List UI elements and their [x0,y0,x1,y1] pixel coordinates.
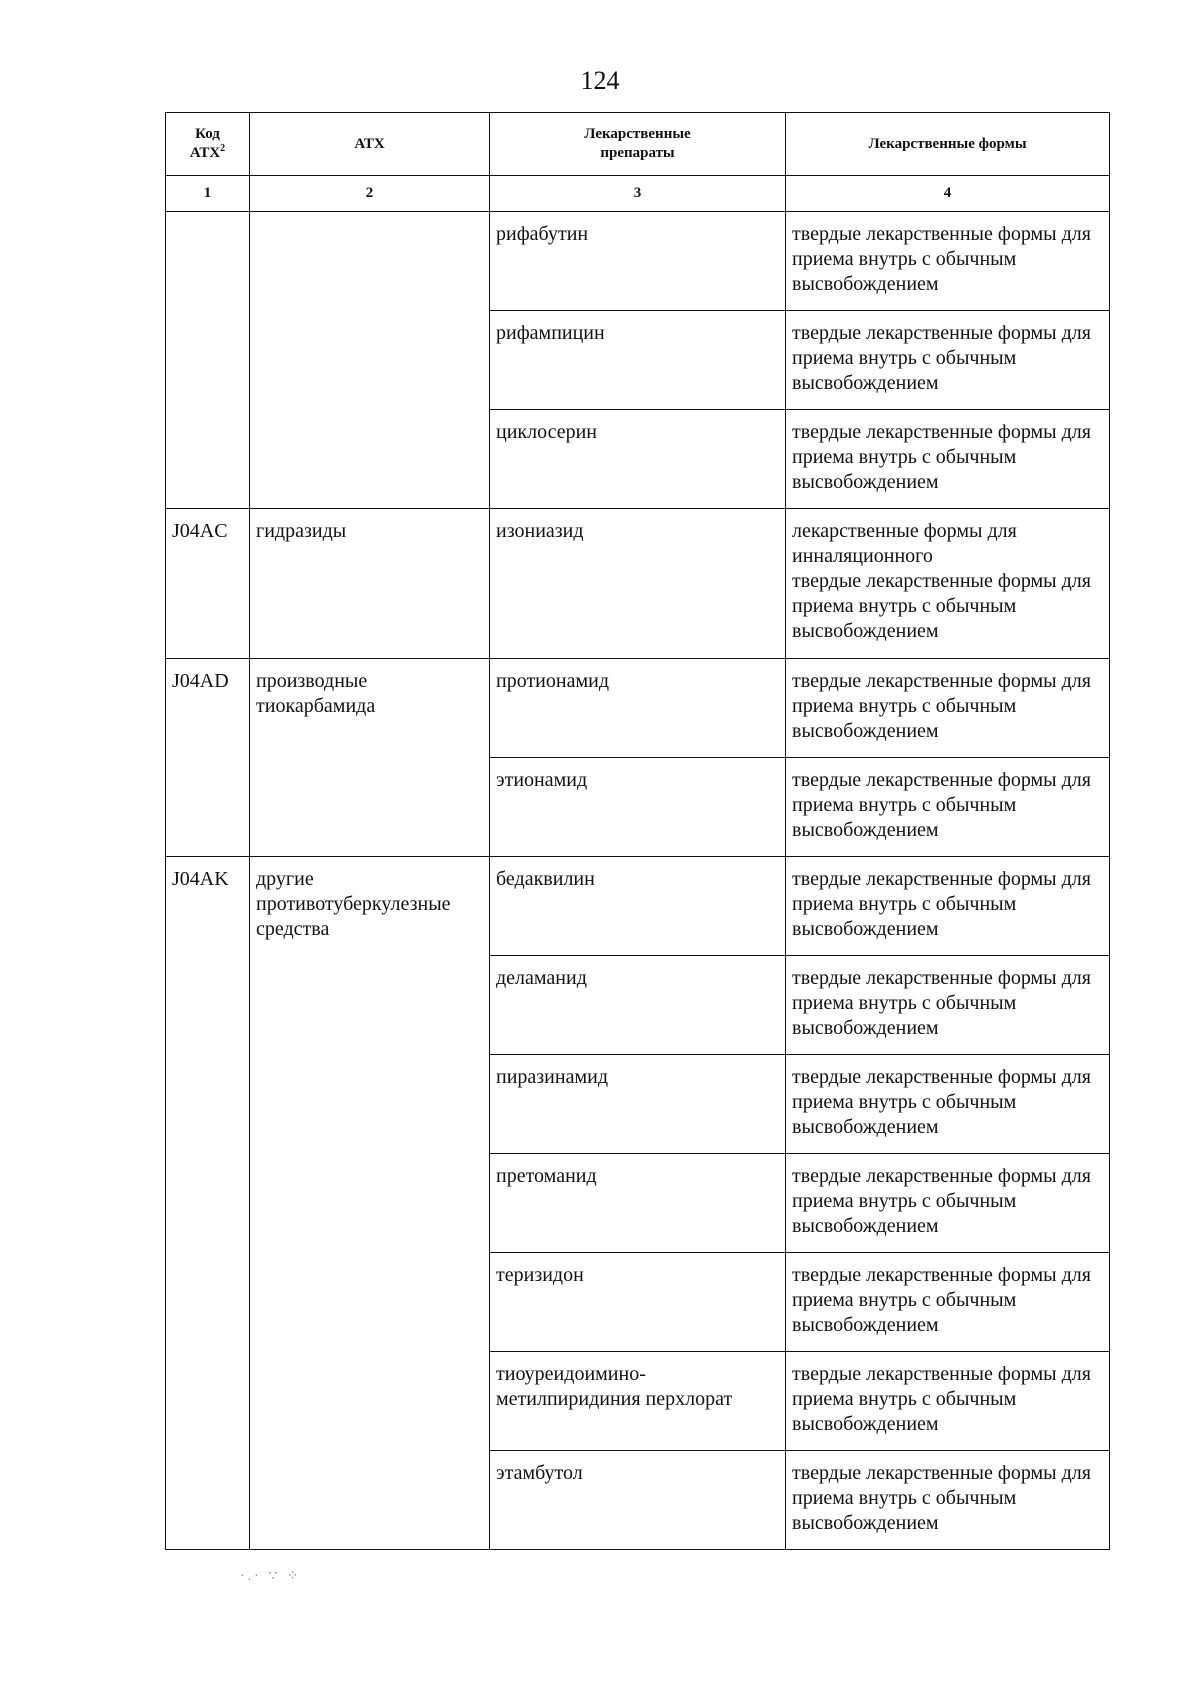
table-row [166,659,1110,758]
table-row [166,509,1110,659]
dosage-form-cell: твердые лекарственные формы для приема внутрь с обычным высвобождением [786,1253,1110,1352]
table-header-row [166,113,1110,176]
header-forms: Лекарственные формы [786,113,1110,176]
drug-cell: деламанид [490,956,786,1055]
column-number: 1 [166,176,250,212]
atc-code-cell: J04AC [166,509,250,659]
header-drugs: Лекарственные препараты [490,113,786,176]
drug-cell: изониазид [490,509,786,659]
table-row [166,857,1110,956]
dosage-form-cell: твердые лекарственные формы для приема внутрь с обычным высвобождением [786,1055,1110,1154]
header-atc: АТХ [250,113,490,176]
column-number-row [166,176,1110,212]
atc-group-cell: гидразиды [250,509,490,659]
drug-cell: пиразинамид [490,1055,786,1154]
drug-cell: этамбутол [490,1451,786,1550]
column-number: 2 [250,176,490,212]
header-code: Код АТХ$^2$ [166,113,250,176]
drug-cell: претоманид [490,1154,786,1253]
atc-code-cell: J04AD [166,659,250,857]
table-row [166,212,1110,311]
drug-cell: этионамид [490,758,786,857]
drug-cell: рифабутин [490,212,786,311]
dosage-form-cell: твердые лекарственные формы для приема внутрь с обычным высвобождением [786,410,1110,509]
column-number: 4 [786,176,1110,212]
atc-group-cell: другие противотуберкулезные средства [250,857,490,1550]
dosage-form-cell: твердые лекарственные формы для приема внутрь с обычным высвобождением [786,212,1110,311]
dosage-form-cell: твердые лекарственные формы для приема внутрь с обычным высвобождением [786,857,1110,956]
column-number: 3 [490,176,786,212]
drug-cell: рифампицин [490,311,786,410]
drug-cell: теризидон [490,1253,786,1352]
dosage-form-line: лекарственные формы для инналяционного [792,520,1017,567]
atc-table [165,112,1110,1550]
dosage-form-cell: твердые лекарственные формы для приема внутрь с обычным высвобождением [786,311,1110,410]
drug-cell: бедаквилин [490,857,786,956]
drug-cell: циклосерин [490,410,786,509]
drug-cell: протионамид [490,659,786,758]
atc-group-cell [250,212,490,509]
dosage-form-cell: твердые лекарственные формы для приема внутрь с обычным высвобождением [786,659,1110,758]
atc-code-cell: J04AK [166,857,250,1550]
page-number: 124 [580,66,620,95]
dosage-form-cell: твердые лекарственные формы для приема внутрь с обычным высвобождением [786,1451,1110,1550]
dosage-form-line: твердые лекарственные формы для приема внутрь с обычным высвобождением [792,570,1091,642]
dosage-form-cell: твердые лекарственные формы для приема внутрь с обычным высвобождением [786,758,1110,857]
dosage-form-cell: твердые лекарственные формы для приема внутрь с обычным высвобождением [786,956,1110,1055]
atc-group-cell: производные тиокарбамида [250,659,490,857]
dosage-form-cell: твердые лекарственные формы для приема внутрь с обычным высвобождением [786,1154,1110,1253]
dosage-form-cell [786,509,1110,659]
dosage-form-cell: твердые лекарственные формы для приема внутрь с обычным высвобождением [786,1352,1110,1451]
scan-artifact: ·.· ∵ ⁘ [240,1569,302,1584]
atc-code-cell [166,212,250,509]
drug-cell: тиоуреидоимино-метилпиридиния перхлорат [490,1352,786,1451]
